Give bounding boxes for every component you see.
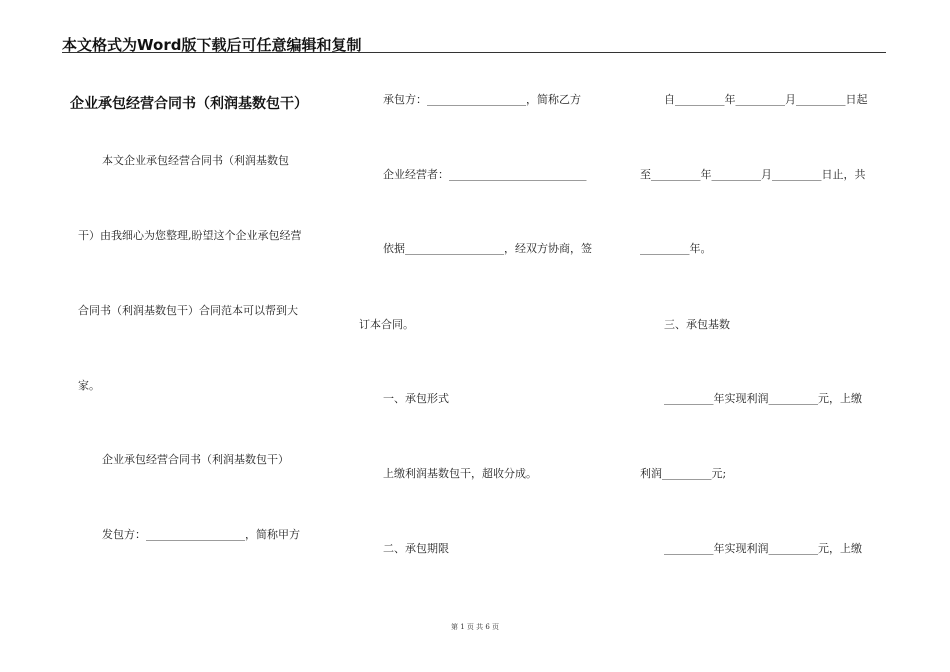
paragraph-line: 干）由我细心为您整理,盼望这个企业承包经营: [78, 229, 302, 242]
paragraph-line: 发包方：__________________，简称甲方: [102, 528, 300, 541]
paragraph-line: 依据__________________，经双方协商，签: [383, 242, 592, 255]
paragraph-line: _________年。: [640, 242, 712, 255]
paragraph-line: 自_________年_________月_________日起: [664, 93, 868, 106]
paragraph-line: 家。: [78, 379, 100, 392]
paragraph-line: 企业经营者：_________________________: [383, 168, 587, 181]
paragraph-line: 利润_________元;: [640, 467, 727, 480]
header-divider: [62, 52, 886, 53]
paragraph-line: _________年实现利润_________元，上缴: [664, 542, 862, 555]
paragraph-line: 上缴利润基数包干，超收分成。: [383, 467, 537, 480]
paragraph-line: 企业承包经营合同书（利润基数包干）: [102, 453, 289, 466]
paragraph-line: 至_________年_________月_________日止，共: [640, 168, 866, 181]
section-heading: 一、承包形式: [383, 392, 449, 405]
page-number: 第 1 页 共 6 页: [450, 623, 500, 631]
section-heading: 三、承包基数: [664, 318, 730, 331]
contract-title: 企业承包经营合同书（利润基数包干）: [70, 96, 308, 112]
paragraph-line: _________年实现利润_________元，上缴: [664, 392, 862, 405]
paragraph-line: 合同书（利润基数包干）合同范本可以帮到大: [78, 304, 298, 317]
paragraph-line: 承包方：__________________，简称乙方: [383, 93, 581, 106]
paragraph-line: 订本合同。: [359, 318, 414, 331]
paragraph-line: 本文企业承包经营合同书（利润基数包: [102, 154, 289, 167]
document-header-title: 本文格式为Word版下载后可任意编辑和复制: [62, 36, 362, 54]
section-heading: 二、承包期限: [383, 542, 449, 555]
